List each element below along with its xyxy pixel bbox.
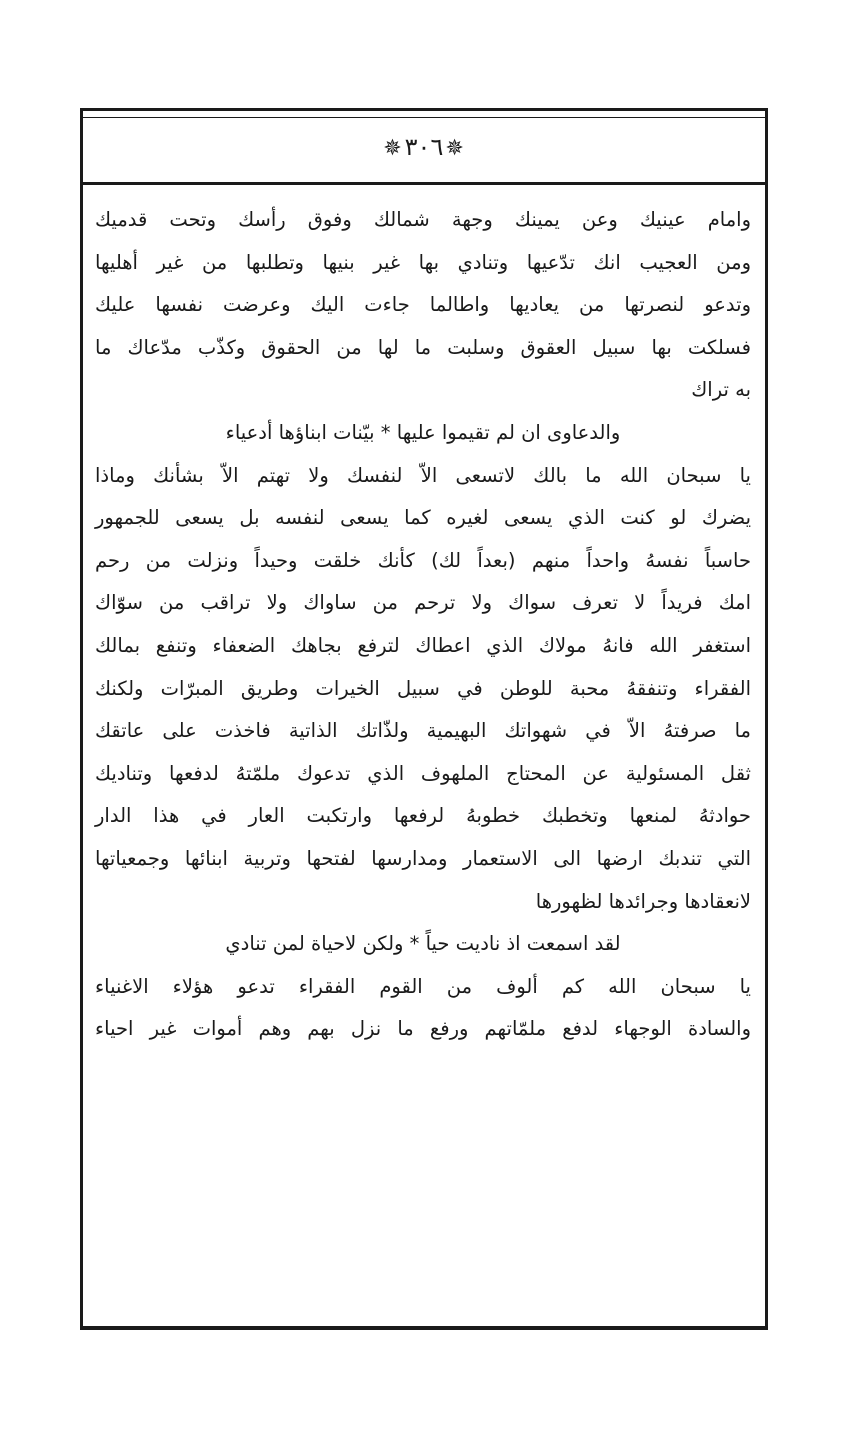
text-line: والسادة الوجهاء لدفع ملمّاتهم ورفع ما نزل بهم وهم أموات غير احياء [95,1017,751,1041]
text-line: امك فريداً لا تعرف سواك ولا ترحم من ساواك ولا تراقب من سوّاك [95,591,751,615]
header-rule [83,117,765,118]
text-line: ما صرفتهُ الاّ في شهواتك البهيمية ولذّاتك الذاتية فاخذت على عاتقك [95,719,751,743]
text-line: الفقراء وتنفقهُ محبة للوطن في سبيل الخيرات وطريق المبرّات ولكنك [95,676,751,700]
page-header [83,111,765,185]
text-line: وامام عينيك وعن يمينك وجهة شمالك وفوق رأسك وتحت قدميك [95,208,751,231]
page-number-value: ٣٠٦ [404,133,444,161]
text-line: استغفر الله فانهُ مولاك الذي اعطاك لترفع بجاهك الضعفاء وتنفع بمالك [95,633,751,657]
text-line: حاسباً نفسهُ واحداً منهم (بعداً لك) كأنك خلقت وحيداً ونزلت من رحم [95,548,751,572]
ornament-star-icon: ✵ [445,136,465,161]
text-line: لانعقادها وجرائدها لظهورها [535,889,751,913]
page-number [83,133,765,161]
text-line: وتدعو لنصرتها من يعاديها واطالما جاءت اليك وعرضت نفسها عليك [95,293,751,317]
text-line: فسلكت بها سبيل العقوق وسلبت ما لها من الحقوق وكذّب مدّعاك ما [95,335,751,359]
ornament-star-icon: ✵ [383,136,403,161]
page-frame [80,108,768,1330]
verse-line: لقد اسمعت اذ ناديت حياً * ولكن لاحياة لمن تنادي [225,932,621,956]
text-line: حوادثهُ لمنعها وتخطبك خطوبهُ لرفعها وارتكبت العار في هذا الدار [95,804,751,828]
text-line: يضرك لو كنت الذي يسعى لغيره كما يسعى لنفسه بل يسعى للجمهور [95,506,751,530]
text-line: ومن العجيب انك تدّعيها وتنادي بها غير بنيها وتطلبها من غير أهليها [95,250,751,274]
text-line: يا سبحان الله كم ألوف من القوم الفقراء تدعو هؤلاء الاغنياء [95,974,751,998]
text-line: ثقل المسئولية عن المحتاج الملهوف الذي تدعوك ملمّتهُ لدفعها وتناديك [95,761,751,785]
text-line: به تراك [691,378,751,402]
page-body-text [95,199,751,1051]
text-line: التي تندبك ارضها الى الاستعمار ومدارسها لفتحها وتربية ابنائها وجمعياتها [95,846,751,870]
verse-line: والدعاوى ان لم تقيموا عليها * بيّنات ابناؤها أدعياء [225,420,621,444]
text-line: يا سبحان الله ما بالك لاتسعى الاّ لنفسك ولا تهتم الاّ بشأنك وماذا [95,463,751,487]
